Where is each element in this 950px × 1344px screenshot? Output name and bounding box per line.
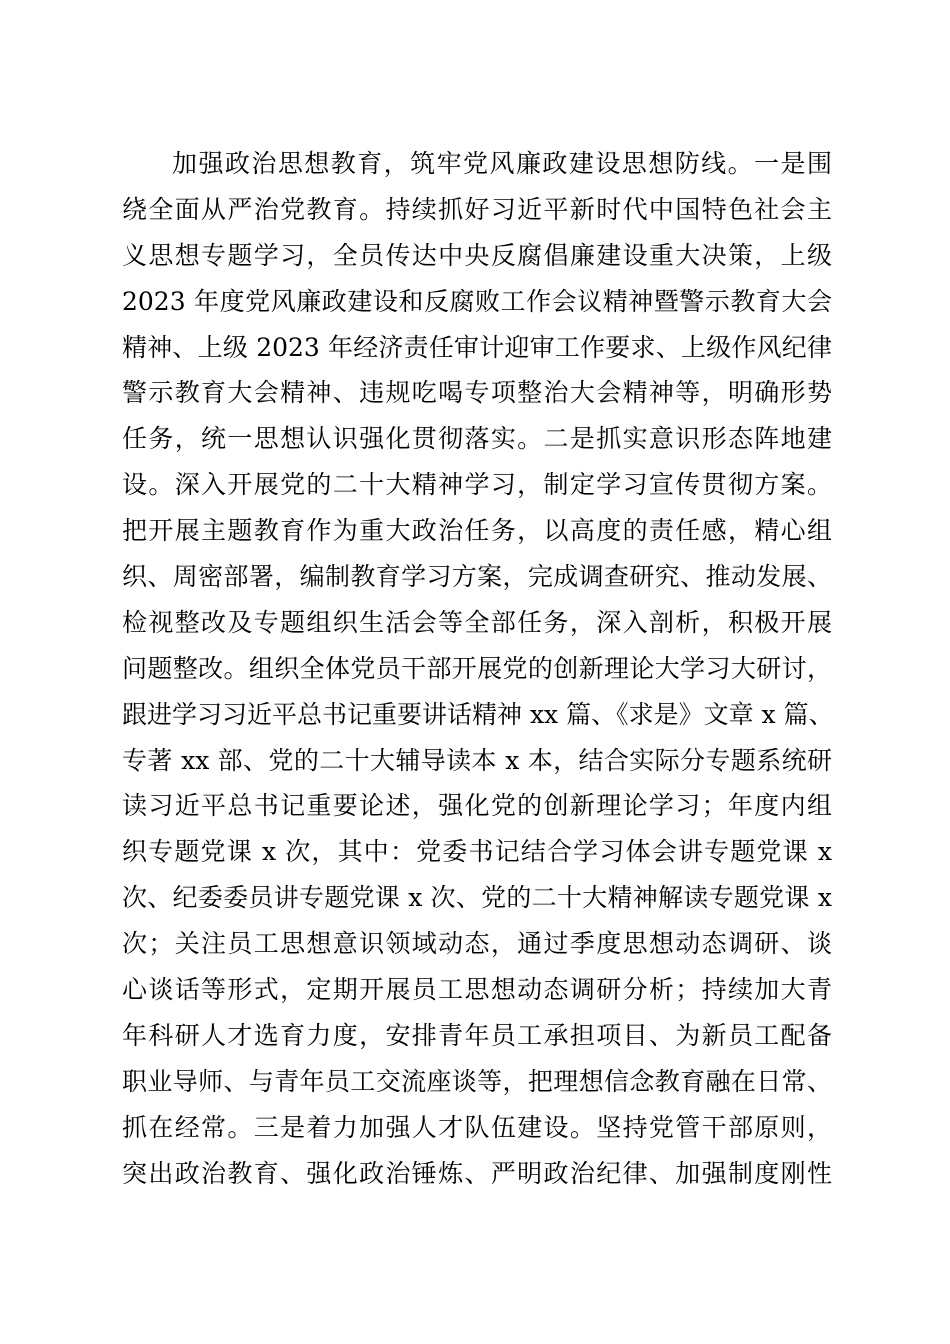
text-line: 跟进学习习近平总书记重要讲话精神 xx 篇、《求是》文章 x 篇、 bbox=[122, 699, 834, 729]
text-line: 加强政治思想教育，筑牢党风廉政建设思想防线。一是围 bbox=[172, 149, 832, 178]
text-line: 绕全面从严治党教育。持续抓好习近平新时代中国特色社会主 bbox=[122, 194, 832, 224]
text-line: 读习近平总书记重要论述，强化党的创新理论学习；年度内组 bbox=[122, 791, 832, 821]
text-line: 抓在经常。三是着力加强人才队伍建设。坚持党管干部原则， bbox=[122, 1112, 832, 1142]
text-line: 警示教育大会精神、违规吃喝专项整治大会精神等，明确形势 bbox=[122, 378, 832, 408]
text-line: 精神、上级 2023 年经济责任审计迎审工作要求、上级作风纪律 bbox=[122, 332, 832, 362]
text-line: 问题整改。组织全体党员干部开展党的创新理论大学习大研讨， bbox=[122, 653, 832, 683]
text-line: 突出政治教育、强化政治锤炼、严明政治纪律、加强制度刚性 bbox=[122, 1158, 832, 1188]
text-line: 检视整改及专题组织生活会等全部任务，深入剖析，积极开展 bbox=[122, 607, 832, 637]
text-line: 次、纪委委员讲专题党课 x 次、党的二十大精神解读专题党课 x bbox=[122, 883, 832, 913]
text-line: 任务，统一思想认识强化贯彻落实。二是抓实意识形态阵地建 bbox=[122, 424, 832, 454]
text-line: 心谈话等形式，定期开展员工思想动态调研分析；持续加大青 bbox=[122, 975, 832, 1005]
text-line: 2023 年度党风廉政建设和反腐败工作会议精神暨警示教育大会 bbox=[122, 286, 832, 316]
text-line: 年科研人才选育力度，安排青年员工承担项目、为新员工配备 bbox=[122, 1020, 832, 1050]
text-line: 把开展主题教育作为重大政治任务，以高度的责任感，精心组 bbox=[122, 516, 832, 546]
body-paragraph bbox=[122, 141, 832, 1196]
text-line: 职业导师、与青年员工交流座谈等，把理想信念教育融在日常、 bbox=[122, 1066, 832, 1096]
text-line: 专著 xx 部、党的二十大辅导读本 x 本，结合实际分专题系统研 bbox=[122, 745, 832, 775]
text-line: 次；关注员工思想意识领域动态，通过季度思想动态调研、谈 bbox=[122, 929, 832, 959]
text-line: 义思想专题学习，全员传达中央反腐倡廉建设重大决策，上级 bbox=[122, 240, 832, 270]
text-line: 织专题党课 x 次，其中：党委书记结合学习体会讲专题党课 x bbox=[122, 837, 832, 867]
text-line: 织、周密部署，编制教育学习方案，完成调查研究、推动发展、 bbox=[122, 562, 832, 592]
text-line: 设。深入开展党的二十大精神学习，制定学习宣传贯彻方案。 bbox=[122, 470, 832, 500]
